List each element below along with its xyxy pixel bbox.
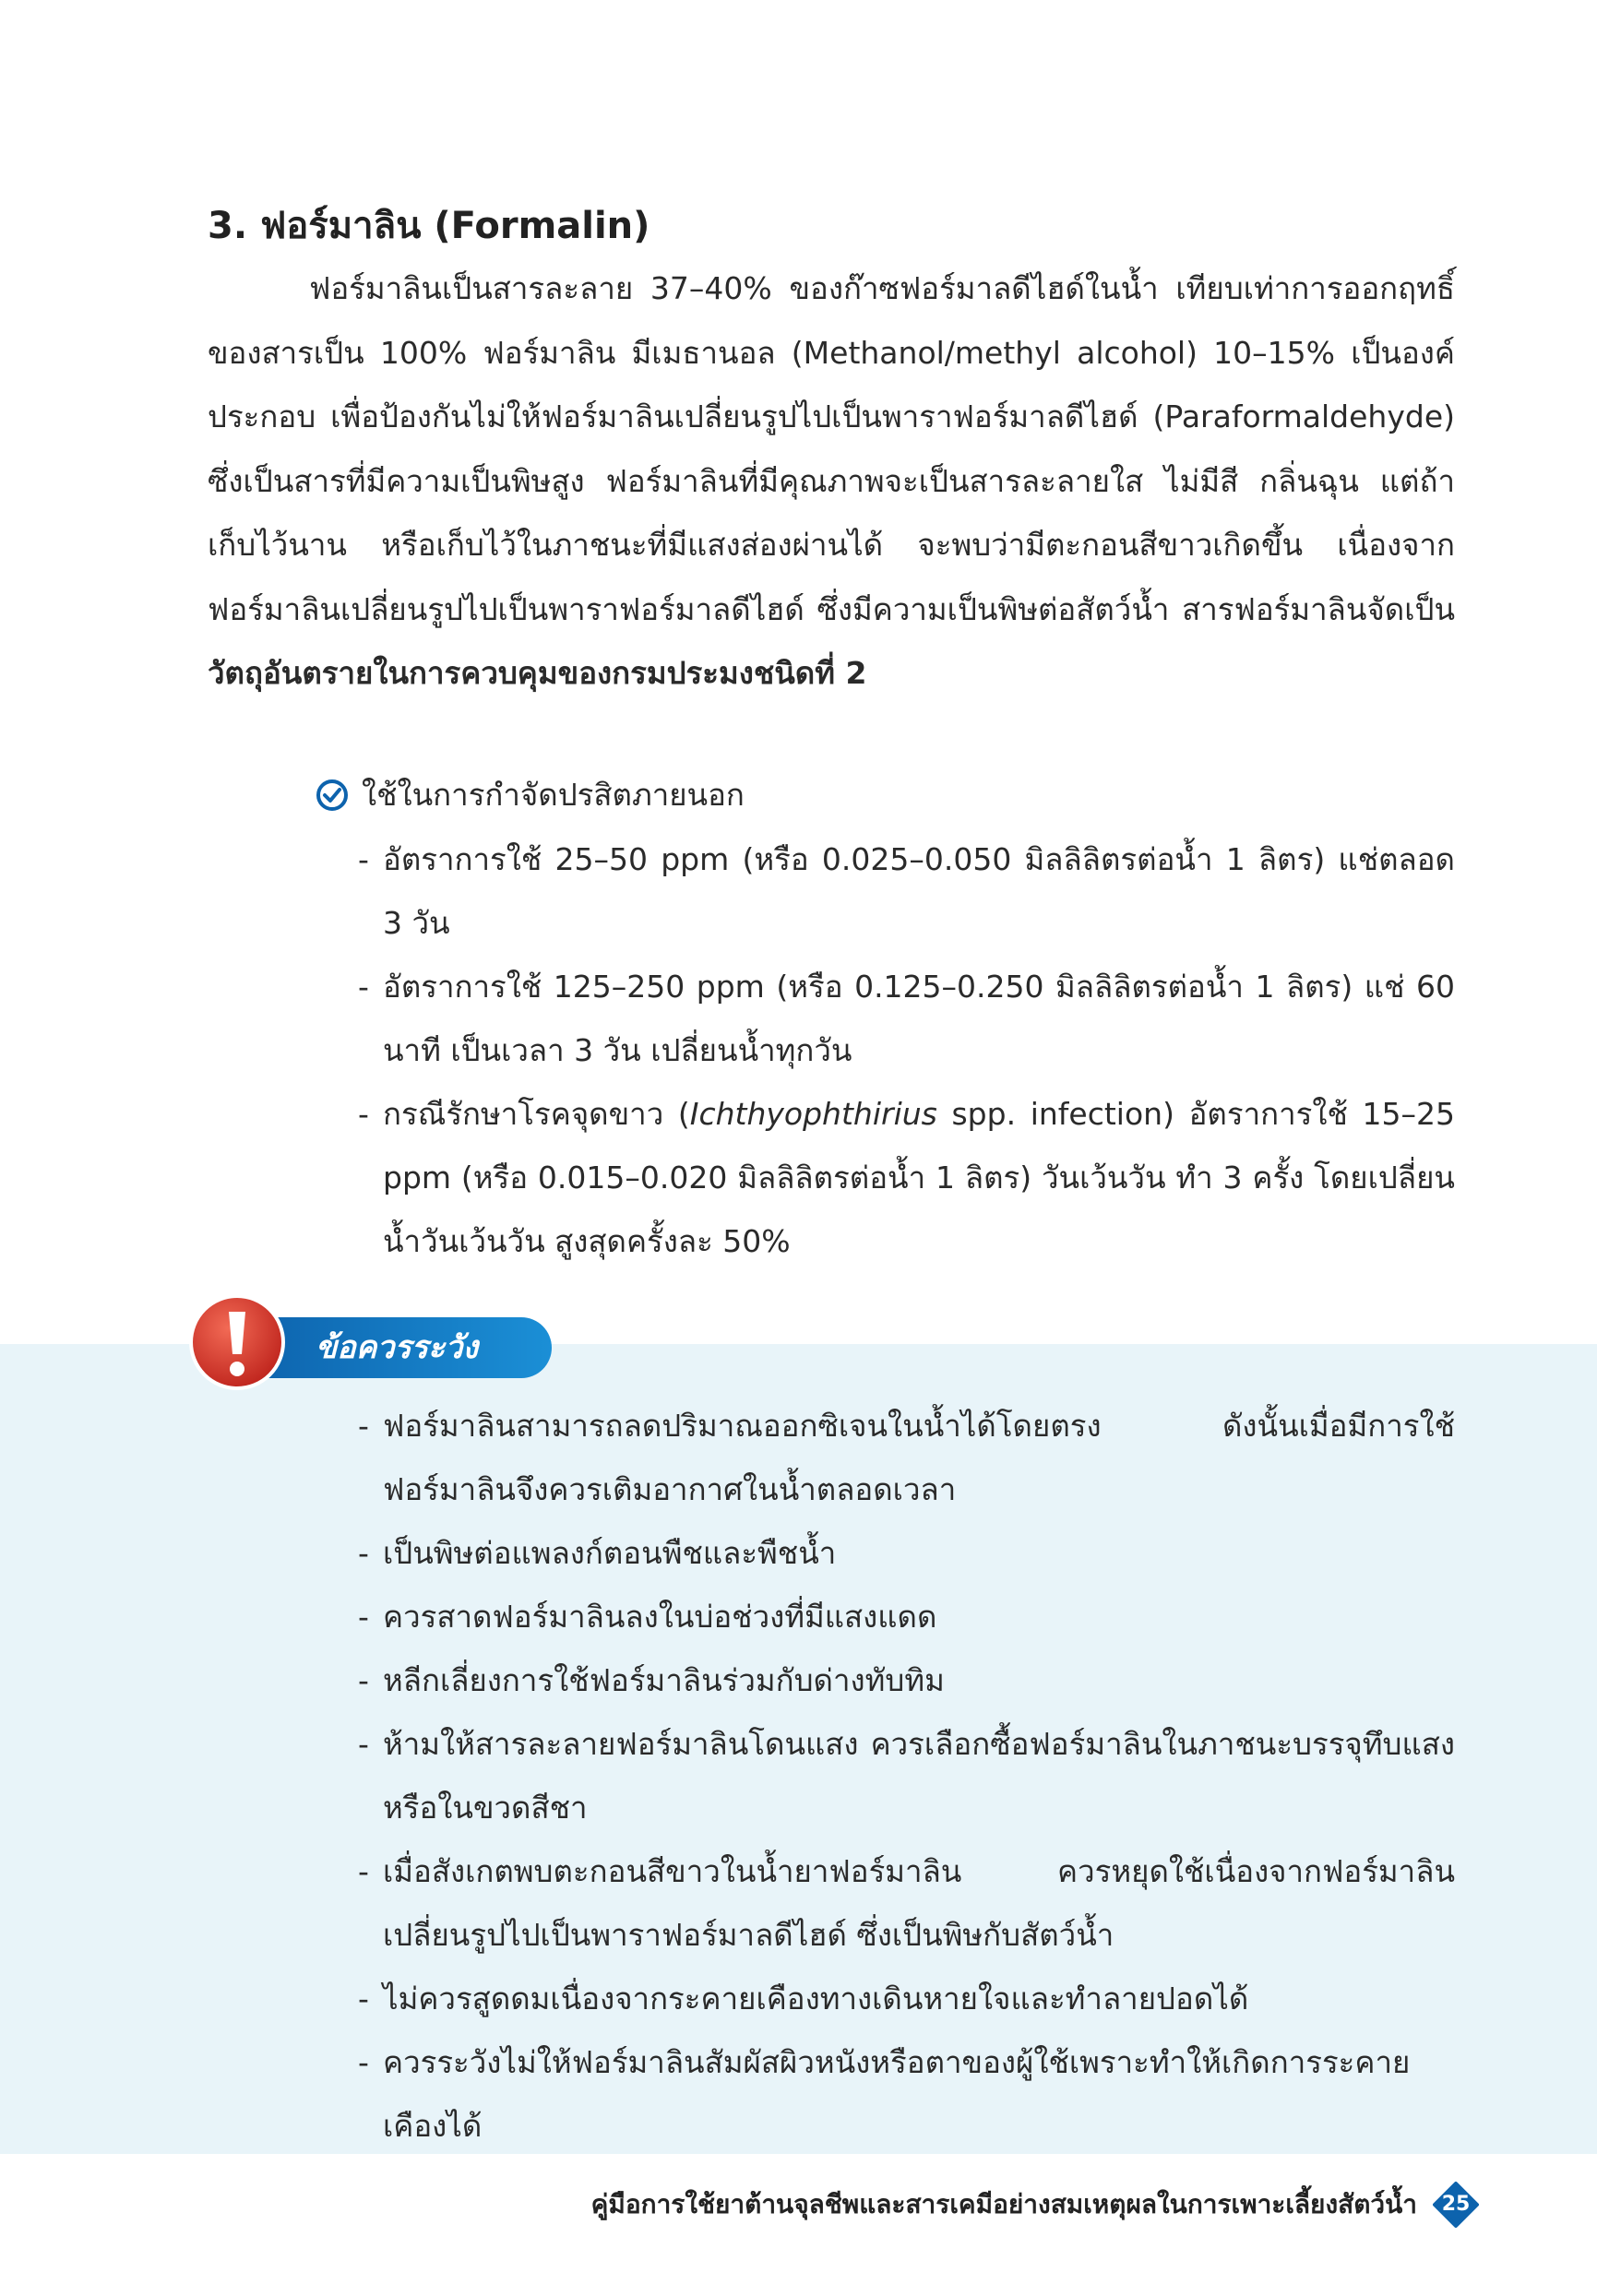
warning-list [358,1394,1455,2158]
warning-item [358,1585,1455,1648]
dash-bullet: - [358,1981,369,2016]
usage-item [358,1082,1455,1273]
species-name: Ichthyophthirius [689,1096,937,1132]
dash-bullet: - [358,969,369,1005]
usage-item-text: อัตราการใช้ 125–250 ppm (หรือ 0.125–0.250 มิลลิลิตรต่อน้ำ 1 ลิตร) แช่ 60 นาที เป็นเวลา 3 วัน เปลี่ยนน้ำทุกวัน [383,969,1455,1068]
warning-item [358,1839,1455,1967]
dash-bullet: - [358,1726,369,1762]
usage-item [358,827,1455,955]
intro-paragraph [208,256,1455,706]
usage-item-text-pre: กรณีรักษาโรคจุดขาว ( [383,1096,690,1132]
warning-item-text: หลีกเลี่ยงการใช้ฟอร์มาลินร่วมกับด่างทับทิม [383,1662,945,1698]
intro-text: ฟอร์มาลินเป็นสารละลาย 37–40% ของก๊าซฟอร์มาลดีไฮด์ในน้ำ เทียบเท่าการออกฤทธิ์ของสารเป็น 100% ฟอร์มาลิน มีเมธานอล (Methanol/methyl alcohol) 10–15% เป็นองค์ประกอบ เพื่อป้องกันไม่ให้ฟอร์มาลินเปลี่ยนรูปไปเป็นพาราฟอร์มาลดีไฮด์ (Paraformaldehyde) ซึ่งเป็นสารที่มีความเป็นพิษสูง ฟอร์มาลินที่มีคุณภาพจะเป็นสารละลายใส ไม่มีสี กลิ่นฉุน แต่ถ้าเก็บไว้นาน หรือเก็บไว้ในภาชนะที่มีแสงส่องผ่านได้ จะพบว่ามีตะกอนสีขาวเกิดขึ้น เนื่องจากฟอร์มาลินเปลี่ยนรูปไปเป็นพาราฟอร์มาลดีไฮด์ ซึ่งมีความเป็นพิษต่อสัตว์น้ำ สารฟอร์มาลินจัดเป็น [208,270,1455,627]
warning-item-text: ฟอร์มาลินสามารถลดปริมาณออกซิเจนในน้ำได้โดยตรง ดังนั้นเมื่อมีการใช้ฟอร์มาลินจึงควรเติมอากาศในน้ำตลอดเวลา [383,1408,1455,1507]
warning-title: ข้อควรระวัง [316,1329,478,1366]
warning-item-text: ควรสาดฟอร์มาลินลงในบ่อช่วงที่มีแสงแดด [383,1599,937,1635]
dash-bullet: - [358,2044,369,2080]
usage-item-text: อัตราการใช้ 25–50 ppm (หรือ 0.025–0.050 มิลลิลิตรต่อน้ำ 1 ลิตร) แช่ตลอด 3 วัน [383,841,1455,941]
warning-item-text: ห้ามให้สารละลายฟอร์มาลินโดนแสง ควรเลือกซื้อฟอร์มาลินในภาชนะบรรจุทึบแสง หรือในขวดสีชา [383,1726,1455,1826]
usage-item [358,955,1455,1082]
warning-item-text: ควรระวังไม่ให้ฟอร์มาลินสัมผัสผิวหนังหรือตาของผู้ใช้เพราะทำให้เกิดการระคายเคืองได้ [383,2044,1411,2144]
warning-item [358,1521,1455,1585]
warning-item [358,1712,1455,1839]
warning-item [358,1648,1455,1712]
exclamation-circle-icon [186,1291,288,1393]
warning-title-badge [247,1317,552,1378]
check-circle-icon [316,779,349,812]
page-number-badge [1433,2182,1479,2228]
usage-title: ใช้ในการกำจัดปรสิตภายนอก [362,777,745,813]
dash-bullet: - [358,1408,369,1444]
footer-title: คู่มือการใช้ยาต้านจุลชีพและสารเคมีอย่างสมเหตุผลในการเพาะเลี้ยงสัตว์น้ำ [590,2189,1417,2219]
section-heading: 3. ฟอร์มาลิน (Formalin) [208,205,650,247]
dash-bullet: - [358,1535,369,1571]
usage-item-text-post: spp. infection) อัตราการใช้ 15–25 ppm (หรือ 0.015–0.020 มิลลิลิตรต่อน้ำ 1 ลิตร) วันเว้นวัน ทำ 3 ครั้ง โดยเปลี่ยนน้ำวันเว้นวัน สูงสุดครั้งละ 50% [383,1096,1455,1259]
warning-item [358,2030,1455,2158]
warning-item-text: เมื่อสังเกตพบตะกอนสีขาวในน้ำยาฟอร์มาลิน ควรหยุดใช้เนื่องจากฟอร์มาลินเปลี่ยนรูปไปเป็นพาราฟอร์มาลดีไฮด์ ซึ่งเป็นพิษกับสัตว์น้ำ [383,1853,1455,1953]
intro-bold-text: วัตถุอันตรายในการควบคุมของกรมประมงชนิดที่ 2 [208,655,867,691]
usage-list [358,827,1455,1273]
dash-bullet: - [358,1599,369,1635]
page-number: 25 [1441,2193,1471,2216]
dash-bullet: - [358,1662,369,1698]
warning-item [358,1967,1455,2030]
warning-item-text: เป็นพิษต่อแพลงก์ตอนพืชและพืชน้ำ [383,1535,837,1571]
warning-item-text: ไม่ควรสูดดมเนื่องจากระคายเคืองทางเดินหายใจและทำลายปอดได้ [383,1981,1249,2016]
dash-bullet: - [358,1853,369,1889]
warning-item [358,1394,1455,1521]
usage-title-row [316,763,745,827]
dash-bullet: - [358,841,369,877]
dash-bullet: - [358,1096,369,1132]
